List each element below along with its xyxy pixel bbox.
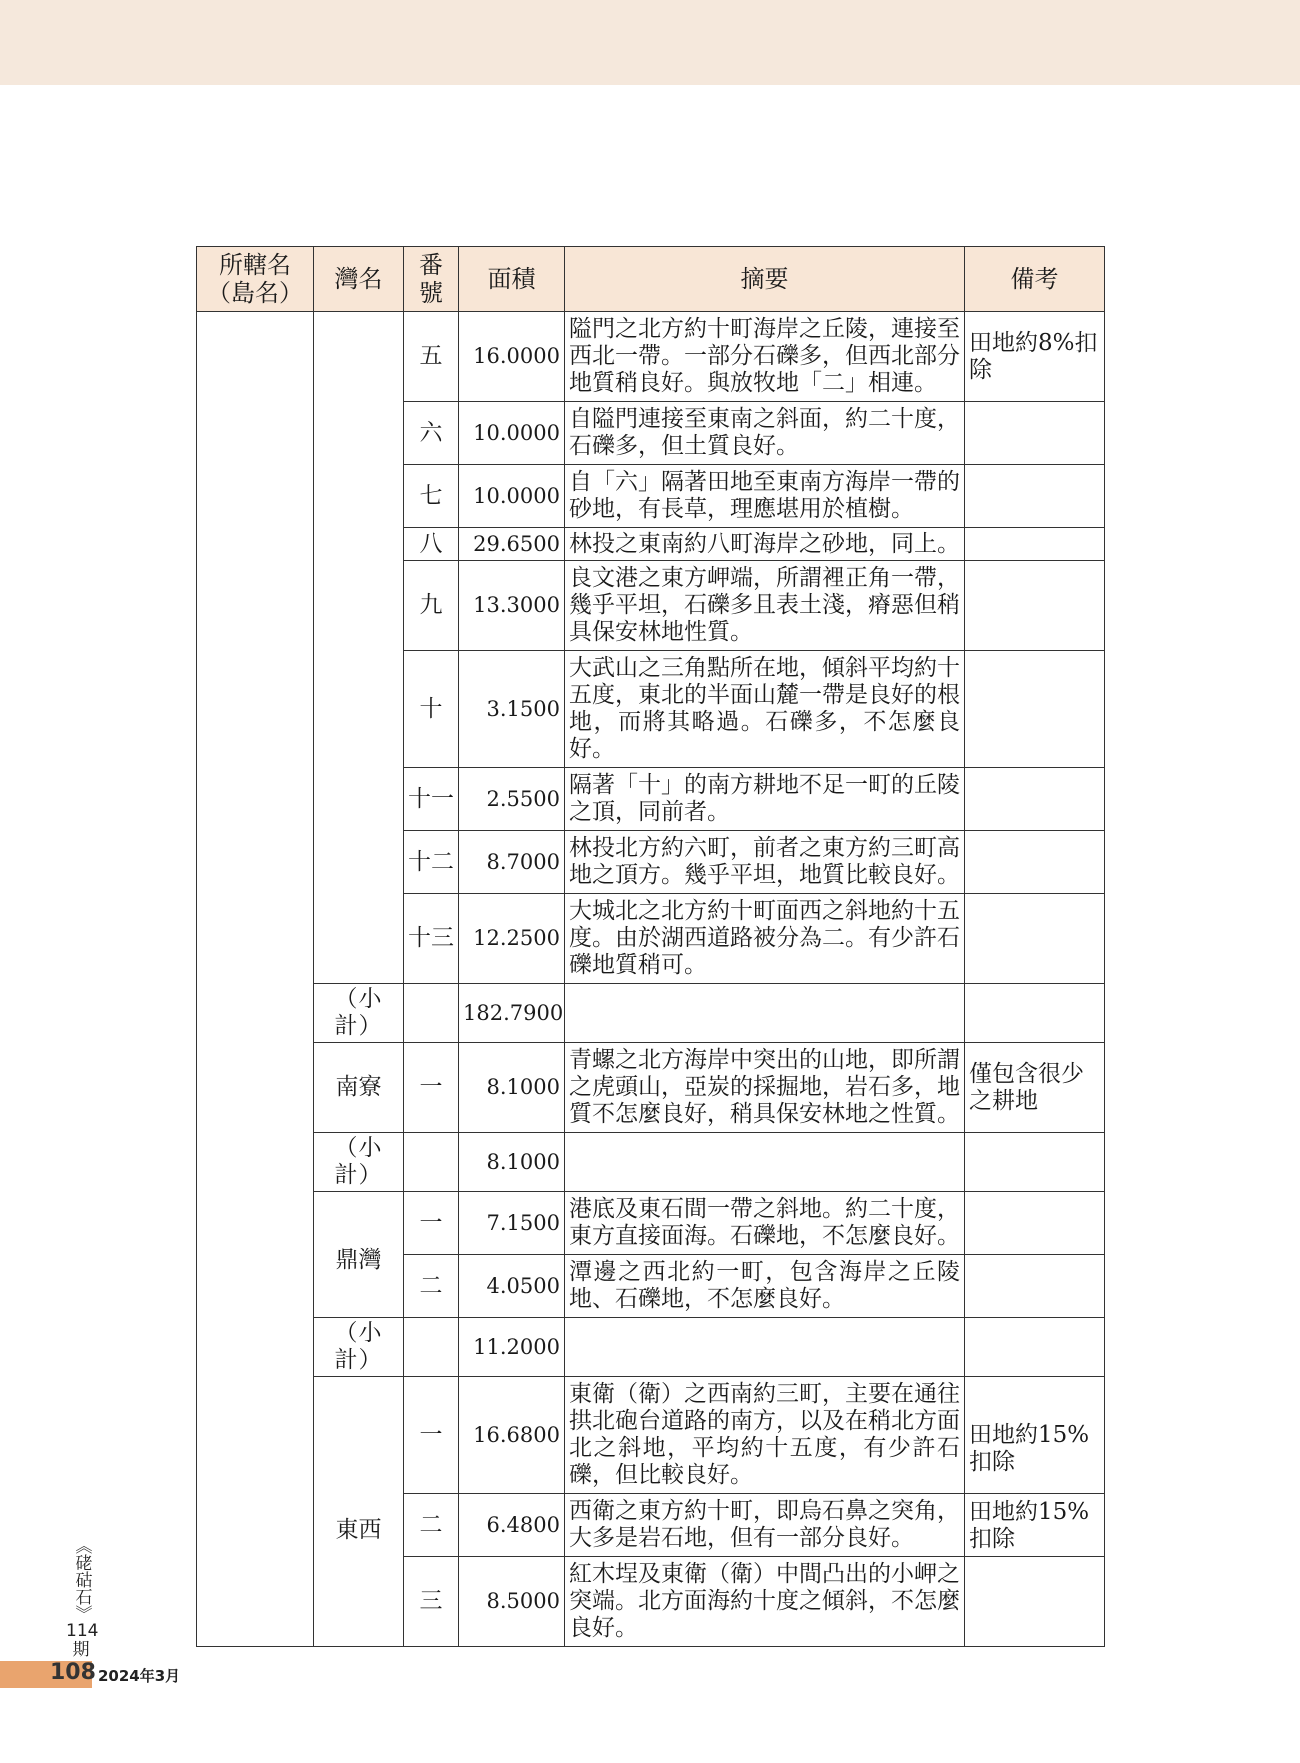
bay-cell-continued bbox=[314, 312, 404, 984]
row-summary: 林投北方約六町，前者之東方約三町高地之頂方。幾乎平坦，地質比較良好。 bbox=[565, 831, 965, 894]
table-row bbox=[197, 1192, 1105, 1255]
row-remark: 田地約15%扣除 bbox=[965, 1494, 1105, 1557]
row-remark: 田地約15%扣除 bbox=[965, 1377, 1105, 1494]
row-number: 三 bbox=[404, 1557, 459, 1647]
subtotal-summary bbox=[565, 1133, 965, 1192]
subtotal-row bbox=[197, 984, 1105, 1043]
row-number: 八 bbox=[404, 528, 459, 561]
row-remark bbox=[965, 561, 1105, 651]
row-summary: 大城北之北方約十町面西之斜地約十五度。由於湖西道路被分為二。有少許石礫地質稍可。 bbox=[565, 894, 965, 984]
row-remark bbox=[965, 1255, 1105, 1318]
row-area: 13.3000 bbox=[459, 561, 565, 651]
subtotal-label: （小計） bbox=[314, 984, 404, 1043]
page-number: 108 bbox=[50, 1660, 96, 1685]
row-number: 五 bbox=[404, 312, 459, 402]
row-summary: 青螺之北方海岸中突出的山地，即所謂之虎頭山，亞炭的採掘地，岩石多，地質不怎麼良好，稍具保安林地之性質。 bbox=[565, 1043, 965, 1133]
row-summary: 東衛（衛）之西南約三町，主要在通往拱北砲台道路的南方，以及在稍北方面北之斜地，平均約十五度，有少許石礫，但比較良好。 bbox=[565, 1377, 965, 1494]
subtotal-area: 182.7900 bbox=[459, 984, 565, 1043]
row-area: 8.1000 bbox=[459, 1043, 565, 1133]
row-remark bbox=[965, 465, 1105, 528]
row-area: 29.6500 bbox=[459, 528, 565, 561]
row-summary: 西衛之東方約十町，即烏石鼻之突角，大多是岩石地，但有一部分良好。 bbox=[565, 1494, 965, 1557]
subtotal-row bbox=[197, 1133, 1105, 1192]
row-number: 十一 bbox=[404, 768, 459, 831]
table-row bbox=[197, 312, 1105, 402]
row-remark bbox=[965, 1557, 1105, 1647]
row-area: 16.0000 bbox=[459, 312, 565, 402]
header-area: 面積 bbox=[459, 247, 565, 312]
subtotal-summary bbox=[565, 984, 965, 1043]
journal-issue-unit: 期 bbox=[72, 1640, 90, 1660]
header-summary: 摘要 bbox=[565, 247, 965, 312]
table-header-row bbox=[197, 247, 1105, 312]
row-area: 2.5500 bbox=[459, 768, 565, 831]
row-summary: 隔著「十」的南方耕地不足一町的丘陵之頂，同前者。 bbox=[565, 768, 965, 831]
header-number: 番號 bbox=[404, 247, 459, 312]
subtotal-number bbox=[404, 1318, 459, 1377]
subtotal-label: （小計） bbox=[314, 1133, 404, 1192]
subtotal-row bbox=[197, 1318, 1105, 1377]
subtotal-remark bbox=[965, 1318, 1105, 1377]
row-area: 8.5000 bbox=[459, 1557, 565, 1647]
row-number: 一 bbox=[404, 1192, 459, 1255]
row-summary: 大武山之三角點所在地，傾斜平均約十五度，東北的半面山麓一帶是良好的根地，而將其略過。石礫多，不怎麼良好。 bbox=[565, 651, 965, 768]
subtotal-number bbox=[404, 1133, 459, 1192]
bay-name: 南寮 bbox=[314, 1043, 404, 1133]
table-row bbox=[197, 1377, 1105, 1494]
row-remark: 田地約8%扣除 bbox=[965, 312, 1105, 402]
header-remark: 備考 bbox=[965, 247, 1105, 312]
row-area: 6.4800 bbox=[459, 1494, 565, 1557]
subtotal-area: 8.1000 bbox=[459, 1133, 565, 1192]
subtotal-remark bbox=[965, 1133, 1105, 1192]
row-number: 七 bbox=[404, 465, 459, 528]
row-remark bbox=[965, 831, 1105, 894]
row-summary: 自隘門連接至東南之斜面，約二十度，石礫多，但土質良好。 bbox=[565, 402, 965, 465]
journal-sidebar bbox=[66, 1537, 99, 1660]
row-remark bbox=[965, 894, 1105, 984]
row-number: 九 bbox=[404, 561, 459, 651]
row-remark: 僅包含很少之耕地 bbox=[965, 1043, 1105, 1133]
row-area: 4.0500 bbox=[459, 1255, 565, 1318]
land-table bbox=[196, 246, 1105, 1647]
row-summary: 潭邊之西北約一町，包含海岸之丘陵地、石礫地，不怎麼良好。 bbox=[565, 1255, 965, 1318]
row-number: 六 bbox=[404, 402, 459, 465]
bay-name: 東西 bbox=[314, 1377, 404, 1647]
row-remark bbox=[965, 1192, 1105, 1255]
row-number: 十三 bbox=[404, 894, 459, 984]
header-island: 所轄名（島名） bbox=[197, 247, 314, 312]
header-bay: 灣名 bbox=[314, 247, 404, 312]
row-area: 10.0000 bbox=[459, 465, 565, 528]
row-number: 二 bbox=[404, 1494, 459, 1557]
subtotal-remark bbox=[965, 984, 1105, 1043]
row-number: 十二 bbox=[404, 831, 459, 894]
row-area: 3.1500 bbox=[459, 651, 565, 768]
island-cell bbox=[197, 312, 314, 1647]
row-summary: 紅木埕及東衛（衛）中間凸出的小岬之突端。北方面海約十度之傾斜，不怎麼良好。 bbox=[565, 1557, 965, 1647]
journal-issue-number: 114 bbox=[66, 1621, 99, 1641]
subtotal-number bbox=[404, 984, 459, 1043]
row-area: 10.0000 bbox=[459, 402, 565, 465]
row-area: 8.7000 bbox=[459, 831, 565, 894]
row-number: 一 bbox=[404, 1377, 459, 1494]
journal-title: 《硓𥑮石》 bbox=[71, 1537, 92, 1622]
row-summary: 隘門之北方約十町海岸之丘陵，連接至西北一帶。一部分石礫多，但西北部分地質稍良好。與放牧地「二」相連。 bbox=[565, 312, 965, 402]
row-summary: 良文港之東方岬端，所謂裡正角一帶，幾乎平坦，石礫多且表土淺，瘠惡但稍具保安林地性質。 bbox=[565, 561, 965, 651]
row-summary: 自「六」隔著田地至東南方海岸一帶的砂地，有長草，理應堪用於植樹。 bbox=[565, 465, 965, 528]
issue-date: 2024年3月 bbox=[98, 1667, 181, 1685]
row-summary: 港底及東石間一帶之斜地。約二十度，東方直接面海。石礫地，不怎麼良好。 bbox=[565, 1192, 965, 1255]
row-remark bbox=[965, 768, 1105, 831]
bay-name: 鼎灣 bbox=[314, 1192, 404, 1318]
row-remark bbox=[965, 402, 1105, 465]
table-row bbox=[197, 1043, 1105, 1133]
subtotal-area: 11.2000 bbox=[459, 1318, 565, 1377]
row-area: 7.1500 bbox=[459, 1192, 565, 1255]
row-summary: 林投之東南約八町海岸之砂地，同上。 bbox=[565, 528, 965, 561]
row-number: 十 bbox=[404, 651, 459, 768]
subtotal-summary bbox=[565, 1318, 965, 1377]
row-area: 12.2500 bbox=[459, 894, 565, 984]
subtotal-label: （小計） bbox=[314, 1318, 404, 1377]
row-number: 一 bbox=[404, 1043, 459, 1133]
header-band bbox=[0, 0, 1300, 85]
row-number: 二 bbox=[404, 1255, 459, 1318]
row-area: 16.6800 bbox=[459, 1377, 565, 1494]
row-remark bbox=[965, 528, 1105, 561]
row-remark bbox=[965, 651, 1105, 768]
